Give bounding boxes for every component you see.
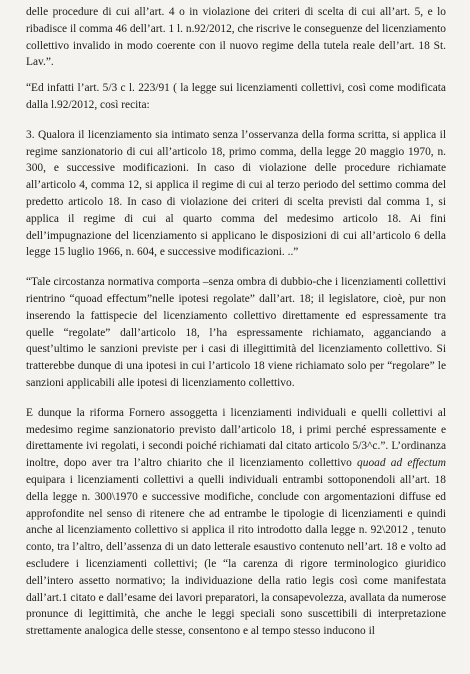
paragraph-5: [26, 405, 446, 640]
paragraph-2: “Ed infatti l’art. 5/3 c l. 223/91 ( la legge sui licenziamenti collettivi, così come modificata dalla l.92/2012, così recita:: [26, 82, 446, 111]
paragraph-4: “Tale circostanza normativa comporta –senza ombra di dubbio-che i licenziamenti collettivi rientrino “quoad effectum”nelle ipotesi regolate” dall’art. 18; il legislatore, cioè, pur non inserendo la fattispecie del licenziamento collettivo direttamente ed espressamente tra quelle “regolate” dall’articolo 18, l’ha espressamente richiamato, agganciando a quest’ultimo le sanzioni previste per i casi di illegittimità del licenziamento collettivo. Si tratterebbe dunque di una ipotesi in cui l’articolo 18 viene richiamato solo per “regolare” le sanzioni applicabili alle ipotesi di licenziamento collettivo.: [26, 276, 446, 389]
paragraph-5-part-b: equipara i licenziamenti collettivi a quelli individuali entrambi sottoponendoli all’art. 18 della legge n. 300\1970 e successive modifiche, conclude con argomentazioni diffuse ed approfondite nel senso di ritenere che ad entrambe le tipologie di licenziamenti e quindi anche al licenziamento collettivo si applica il rito introdotto dalla legge n. 92\2012 , tenuto conto, tra l’altro, dell’assenza di un dato letterale esaustivo contenuto nell’art. 18 e volto ad escludere i licenziamenti collettivi; (le “la carenza di rigore terminologico giuridico dell’intero assetto normativo; la individuazione della ratio legis così come manifestata dall’art.1 citato e dall’esame dei lavori preparatori, la consapevolezza, avallata da numerose pronunce di legittimità, che anche le leggi speciali sono suscettibili di interpretazione strettamente analogica delle stesse, consentono e al tempo stesso inducono il: [26, 473, 446, 638]
paragraph-3-quoted-law: 3. Qualora il licenziamento sia intimato senza l’osservanza della forma scritta, si applica il regime sanzionatorio di cui all’articolo 18, primo comma, della legge 20 maggio 1970, n. 300, e successive modificazioni. In caso di violazione delle procedure richiamate all’articolo 4, comma 12, si applica il regime di cui al terzo periodo del settimo comma del predetto articolo 18. In caso di violazione dei criteri di scelta previsti dal comma 1, si applica il regime di cui al quarto comma del medesimo articolo 18. Ai fini dell’impugnazione del licenziamento si applicano le disposizioni di cui all’articolo 6 della legge 15 luglio 1966, n. 604, e successive modificazioni. ..”: [26, 128, 446, 259]
paragraph-1: delle procedure di cui all’art. 4 o in violazione dei criteri di scelta di cui all’art. 5, e lo ribadisce il comma 46 dell’art. 1 l. n.92/2012, che riscrive le conseguenze del licenziamento collettivo invalido in modo coerente con il nuovo regime della tutela reale dell’art. 18 St. Lav.”.: [26, 6, 446, 69]
paragraph-5-part-a: E dunque la riforma Fornero assoggetta i licenziamenti individuali e quelli collettivi al medesimo regime sanzionatorio previsto dall’articolo 18, i primi perché espressamente e direttamente ivi regolati, i secondi poiché richiamati dal citato articolo 5/3^c.”. L’ordinanza inoltre, dopo aver tra l’altro chiarito che il licenziamento collettivo: [26, 406, 446, 470]
paragraph-5-latin-phrase: quoad ad effectum: [357, 457, 446, 470]
